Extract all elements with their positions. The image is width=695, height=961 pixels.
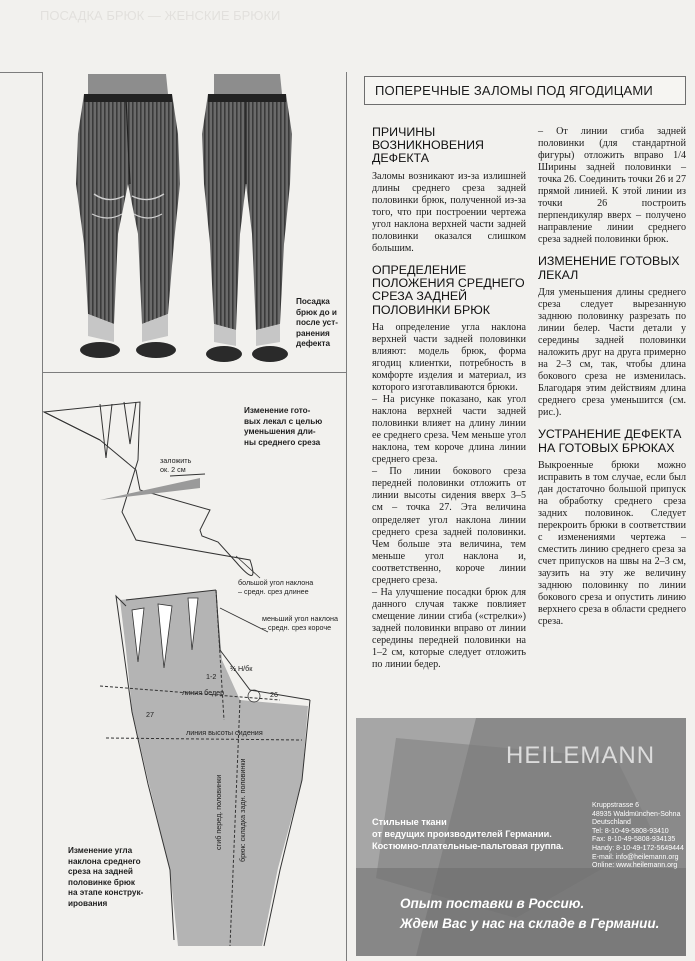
label-hip-line: линия бедер (182, 688, 225, 697)
after-photo (202, 74, 292, 362)
figure-divider (42, 372, 347, 373)
pattern-caption-1: Изменение гото- вых лекал с целью уменьшения дли- ны среднего среза (244, 406, 323, 447)
label-crease: сгиб перед. половинки (214, 774, 223, 850)
section-position-p2: – На рисунке показано, как угол наклона верхней части задней половинки влияет на длину линии ее среднего среза. Чем меньше угол наклона, тем короче длина линии среднего среза. (372, 394, 526, 466)
ad-slogan: Стильные ткани от ведущих производителей Германии. Костюмно-плательные-пальтовая группа. (372, 817, 564, 851)
section-causes-p1: Заломы возникают из-за излишней длины среднего среза задней половинки брюк, полученной из-за того, что при построении чертежа угол наклона верхней части задней половинки оказался слишком большим. (372, 170, 526, 254)
label-crease-back: брюк: складка задн. половинки (238, 758, 247, 862)
article-header (364, 76, 686, 105)
section-causes-title: ПРИЧИНЫ ВОЗНИКНОВЕНИЯ ДЕФЕКТА (372, 125, 484, 166)
top-left-rule (0, 72, 42, 73)
section-fix-p1: Выкроенные брюки можно исправить в том случае, если был дан достаточно большой припуск на обработку среднего среза задних половинок. Следует перекроить брюки в соответствии с изменениями чертежа – сместить линию среднего среза за счет припусков на швы на 2–3 см, заузить на эту же величину заднюю половинку по линии бокового среза и опустить линию верхнего среза в области среднего среза. (538, 459, 686, 628)
pattern-caption-2: Изменение угла наклона среднего среза на задней половинке брюк на этапе конструк- ирования (68, 846, 144, 908)
ad-contacts: Kruppstrasse 6 48935 Waldmünchen-Sohna Deutschland Tel: 8-10-49-5808-93410 Fax: 8-10-49-5808-934135 Handy: 8-10-49-172-5649444 E-mail: info@heilemann.org Online: www.heilemann.org (592, 802, 684, 870)
article-title: ПОПЕРЕЧНЫЕ ЗАЛОМЫ ПОД ЯГОДИЦАМИ (375, 83, 653, 98)
label-27: 27 (146, 710, 154, 719)
section-ready-title: ИЗМЕНЕНИЕ ГОТОВЫХ ЛЕКАЛ (538, 254, 680, 282)
label-fold-text: заложить ок. 2 см (160, 456, 192, 474)
ad-headline: Опыт поставки в Россию. Ждем Вас у нас на складе в Германии. (400, 896, 660, 931)
section-ready-p1: Для уменьшения длины среднего среза следует вырезанную заднюю половинку разрезать по линии белер. Части детали у середины задней половинки наложить друг на друга примерно на 2–3 см, так, чтобы длина бокового среза не изменилась. Благодаря этим действиям длина среднего среза уменьшится (см. рис.). (538, 286, 686, 419)
section-position-title: ОПРЕДЕЛЕНИЕ ПОЛОЖЕНИЯ СРЕДНЕГО СРЕЗА ЗАДНЕЙ ПОЛОВИНКИ БРЮК (372, 262, 525, 317)
section-position-p1: На определение угла наклона верхней части задней половинки влияют: модель брюк, форма ягодиц клиентки, потребность в комфорте изделия и материал, из которого изготавливаются брюки. (372, 321, 526, 393)
top-faint-text: ПОСАДКА БРЮК — ЖЕНСКИЕ БРЮКИ (40, 8, 281, 23)
ready-pattern-outline (44, 402, 253, 576)
before-photo (76, 74, 180, 358)
photo-caption: Посадка брюк до и после уст- ранения дефекта (296, 297, 338, 348)
label-seat-line: линия высоты сидения (186, 728, 263, 737)
fold-leader (170, 474, 205, 476)
text-column-1 (372, 126, 526, 671)
ad-brand: HEILEMANN (506, 742, 656, 769)
section-fix-title: УСТРАНЕНИЕ ДЕФЕКТА НА ГОТОВЫХ БРЮКАХ (538, 427, 682, 455)
label-half-hips: ½ Н/бк (230, 664, 253, 673)
section-position-p3: – По линии бокового среза передней половинки отложить от линии высоты сидения вверх 3–5 см – точка 27. Эта величина определяет угол наклона линии среднего среза задней половинки. Чем больше эта величина, тем меньше угол наклона и, соответственно, короче линии среднего среза. (372, 466, 526, 586)
back-piece-fill (120, 590, 308, 946)
section-position-p5: – От линии сгиба задней половинки (для стандартной фигуры) отложить вправо 1/4 Ширины задней половинки – точка 26. Соединить точки 26 и 27 прямой линией. К этой линии из точки 26 построить перпендикуляр вверх – получено направление линии среднего среза задней половинки брюк. (538, 126, 686, 246)
column-divider (346, 72, 347, 961)
fold-wedge (100, 478, 200, 500)
text-column-2 (538, 126, 686, 628)
small-angle-leader (220, 608, 268, 632)
label-1-2: 1-2 (206, 672, 217, 681)
heilemann-advert (356, 718, 686, 956)
section-position-p4-start: – На улучшение посадки брюк для данного случая также повлияет смещение линии сгиба («стрелки») задней половинки вправо от линии середины передней половинки на 1–2 см, которые следует отложить по линии бедер. (372, 586, 526, 671)
label-26: 26 (270, 690, 278, 699)
label-big-angle: большой угол наклона – средн. срез длинее (238, 578, 314, 596)
label-small-angle: меньший угол наклона – средн. срез короче (262, 614, 338, 632)
